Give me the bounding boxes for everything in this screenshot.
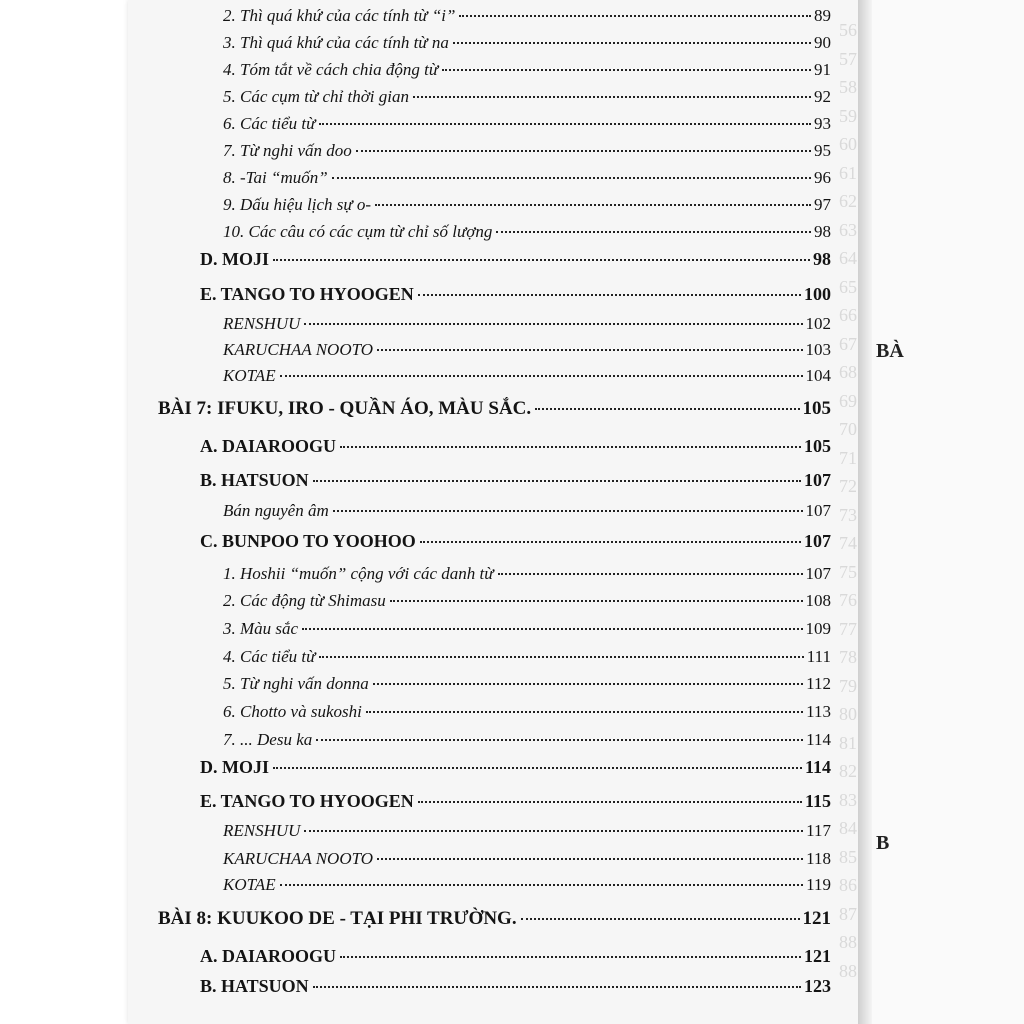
bleed-through-number: 88: [839, 932, 857, 952]
dot-leader: [366, 711, 803, 713]
dot-leader: [459, 15, 811, 17]
toc-entry-title: 8. -Tai “muốn”: [223, 168, 328, 187]
toc-page-number: 100: [804, 284, 831, 304]
toc-entry-title: 4. Tóm tắt về cách chia động từ: [223, 60, 439, 79]
bleed-through-number: 58: [839, 77, 857, 97]
toc-item: [223, 33, 831, 57]
toc-entry-title: B. HATSUON: [200, 976, 309, 996]
toc-page-number: 112: [806, 674, 831, 693]
toc-page-number: 90: [814, 33, 831, 52]
toc-entry-title: KARUCHAA NOOTO: [223, 340, 374, 359]
dot-leader: [304, 323, 802, 325]
bleed-through-number: 59: [839, 105, 857, 126]
toc-item: [223, 168, 831, 192]
toc-item: [223, 340, 831, 364]
toc-entry-title: 5. Các cụm từ chỉ thời gian: [223, 87, 409, 106]
toc-item: [223, 849, 831, 873]
bleed-through-number: 61: [839, 162, 857, 183]
dot-leader: [356, 150, 811, 152]
bleed-through-number: 87: [839, 903, 857, 924]
toc-entry-title: C. BUNPOO TO YOOHOO: [200, 531, 416, 551]
dot-leader: [302, 628, 802, 630]
toc-page-number: 104: [805, 366, 831, 385]
toc-section: [200, 531, 831, 557]
dot-leader: [498, 573, 803, 575]
bleed-through-number: 69: [839, 390, 857, 411]
toc-page-number: 111: [806, 647, 831, 666]
dot-leader: [453, 42, 811, 44]
toc-item: [223, 141, 831, 165]
toc-item: [223, 564, 831, 588]
dot-leader: [319, 123, 811, 125]
bleed-through-number: 85: [839, 846, 857, 867]
toc-item: [223, 366, 831, 390]
toc-entry-title: 4. Các tiểu từ: [223, 647, 316, 666]
toc-entry-title: RENSHUU: [223, 314, 301, 333]
toc-section: [200, 791, 831, 817]
bleed-through-number: 73: [839, 504, 857, 525]
dot-leader: [313, 480, 801, 482]
dot-leader: [418, 801, 802, 803]
toc-entry-title: 6. Các tiểu từ: [223, 114, 316, 133]
toc-page-number: 107: [805, 501, 831, 520]
toc-entry-title: E. TANGO TO HYOOGEN: [200, 284, 414, 304]
dot-leader: [377, 349, 802, 351]
toc-entry-title: 2. Thì quá khứ của các tính từ “i”: [223, 6, 456, 25]
next-page-fragment: B: [876, 832, 890, 854]
toc-page-number: 93: [814, 114, 831, 133]
toc-page-number: 95: [814, 141, 831, 160]
bleed-through-number: 62: [839, 191, 857, 211]
toc-item: [223, 222, 831, 246]
dot-leader: [280, 375, 803, 377]
next-page-edge: [872, 0, 1024, 1024]
toc-page-number: 105: [802, 398, 831, 419]
toc-page-number: 109: [805, 619, 831, 638]
toc-page-number: 89: [814, 6, 831, 25]
dot-leader: [280, 884, 804, 886]
toc-page-number: 105: [804, 436, 831, 456]
bleed-through-number: 88: [839, 960, 857, 981]
dot-leader: [442, 69, 811, 71]
bleed-through-number: 78: [839, 647, 857, 667]
dot-leader: [390, 600, 803, 602]
toc-item: [223, 730, 831, 754]
toc-lesson: [158, 398, 831, 426]
dot-leader: [375, 204, 811, 206]
bleed-through-number: 84: [839, 818, 857, 838]
bleed-through-number: 72: [839, 476, 857, 496]
bleed-through-number: 86: [839, 875, 857, 895]
toc-page-number: 92: [814, 87, 831, 106]
dot-leader: [332, 177, 811, 179]
bleed-through-number: 79: [839, 675, 857, 696]
bleed-through-number: 82: [839, 761, 857, 781]
toc-entry-title: B. HATSUON: [200, 470, 309, 490]
toc-page-number: 115: [804, 791, 831, 811]
toc-entry-title: A. DAIAROOGU: [200, 436, 337, 456]
bleed-through-number: 80: [839, 704, 857, 724]
toc-section: [200, 757, 831, 783]
bleed-through-number: 65: [839, 276, 857, 297]
toc-page-number: 118: [806, 849, 831, 868]
toc-page-number: 114: [806, 730, 831, 749]
toc-item: [223, 647, 831, 671]
dot-leader: [418, 294, 801, 296]
toc-section: [200, 976, 831, 1002]
toc-item: [223, 821, 831, 845]
toc-section: [200, 284, 831, 310]
toc-entry-title: 3. Màu sắc: [223, 619, 299, 638]
bleed-through-number: 76: [839, 590, 857, 610]
dot-leader: [377, 858, 803, 860]
toc-section: [200, 436, 831, 462]
toc-page-number: 123: [804, 976, 831, 996]
bleed-through-number: 68: [839, 362, 857, 382]
bleed-through-number: 64: [839, 248, 857, 268]
toc-page-number: 121: [804, 946, 831, 966]
bleed-through-number: 75: [839, 561, 857, 582]
bleed-through-number: 56: [839, 20, 857, 40]
bleed-through-number: 67: [839, 333, 857, 354]
dot-leader: [413, 96, 811, 98]
toc-entry-title: KOTAE: [223, 875, 276, 894]
toc-entry-title: 9. Dấu hiệu lịch sự o-: [223, 195, 372, 214]
toc-lesson: [158, 908, 831, 936]
toc-item: [223, 702, 831, 726]
dot-leader: [535, 408, 799, 410]
dot-leader: [340, 956, 801, 958]
toc-entry-title: 7. ... Desu ka: [223, 730, 313, 749]
toc-item: [223, 87, 831, 111]
toc-page-number: 107: [805, 564, 831, 583]
toc-page-number: 108: [805, 591, 831, 610]
toc-page-number: 107: [804, 531, 831, 551]
toc-page-number: 91: [814, 60, 831, 79]
toc-entry-title: E. TANGO TO HYOOGEN: [200, 791, 414, 811]
toc-page-number: 117: [806, 821, 831, 840]
bleed-through-number: 60: [839, 134, 857, 154]
bleed-through-number: 74: [839, 533, 857, 553]
toc-entry-title: A. DAIAROOGU: [200, 946, 337, 966]
toc-page-number: 98: [814, 222, 831, 241]
dot-leader: [319, 656, 803, 658]
dot-leader: [304, 830, 803, 832]
toc-page-number: 114: [804, 757, 831, 777]
toc-entry-title: 1. Hoshii “muốn” cộng với các danh từ: [223, 564, 494, 583]
toc-entry-title: KOTAE: [223, 366, 276, 385]
toc-page-number: 103: [805, 340, 831, 359]
toc-page-number: 96: [814, 168, 831, 187]
toc-item: [223, 114, 831, 138]
bleed-through-number: 66: [839, 305, 857, 325]
dot-leader: [340, 446, 801, 448]
toc-page-number: 102: [805, 314, 831, 333]
dot-leader: [273, 259, 810, 261]
toc-entry-title: 5. Từ nghi vấn donna: [223, 674, 369, 693]
toc-item: [223, 591, 831, 615]
dot-leader: [333, 510, 803, 512]
toc-entry-title: D. MOJI: [200, 249, 269, 269]
dot-leader: [316, 739, 803, 741]
toc-item: [223, 314, 831, 338]
bleed-through-number: 81: [839, 732, 857, 753]
dot-leader: [420, 541, 801, 543]
toc-entry-title: 3. Thì quá khứ của các tính từ na: [223, 33, 449, 52]
toc-section: [200, 946, 831, 972]
bleed-through-number: 83: [839, 789, 857, 810]
dot-leader: [313, 986, 801, 988]
bleed-through-number: 63: [839, 219, 857, 240]
bleed-through-number: 77: [839, 618, 857, 639]
toc-entry-title: 6. Chotto và sukoshi: [223, 702, 362, 721]
toc-item: [223, 501, 831, 525]
dot-leader: [496, 231, 811, 233]
dot-leader: [521, 918, 800, 920]
book-page: [128, 0, 863, 1024]
dot-leader: [373, 683, 803, 685]
toc-entry-title: BÀI 8: KUUKOO DE - TẠI PHI TRƯỜNG.: [158, 908, 517, 929]
toc-entry-title: 7. Từ nghi vấn doo: [223, 141, 352, 160]
toc-page-number: 98: [813, 249, 831, 269]
toc-page-number: 113: [806, 702, 831, 721]
toc-section: [200, 470, 831, 496]
toc-item: [223, 674, 831, 698]
toc-page-number: 107: [804, 470, 831, 490]
toc-section: [200, 249, 831, 275]
toc-page-number: 121: [802, 908, 831, 929]
toc-item: [223, 875, 831, 899]
toc-item: [223, 6, 831, 30]
toc-item: [223, 195, 831, 219]
toc-entry-title: RENSHUU: [223, 821, 301, 840]
toc-item: [223, 619, 831, 643]
toc-item: [223, 60, 831, 84]
toc-entry-title: BÀI 7: IFUKU, IRO - QUẦN ÁO, MÀU SẮC.: [158, 398, 532, 419]
toc-page-number: 97: [814, 195, 831, 214]
toc-page-number: 119: [806, 875, 831, 894]
toc-entry-title: 10. Các câu có các cụm từ chỉ số lượng: [223, 222, 493, 241]
toc-entry-title: D. MOJI: [200, 757, 269, 777]
dot-leader: [273, 767, 802, 769]
bleed-through-number: 70: [839, 419, 857, 439]
bleed-through-number: 71: [839, 447, 857, 468]
toc-entry-title: Bán nguyên âm: [223, 501, 329, 520]
toc-entry-title: 2. Các động từ Shimasu: [223, 591, 386, 610]
toc-entry-title: KARUCHAA NOOTO: [223, 849, 374, 868]
next-page-fragment: BÀ: [876, 340, 904, 362]
bleed-through-number: 57: [839, 48, 857, 69]
